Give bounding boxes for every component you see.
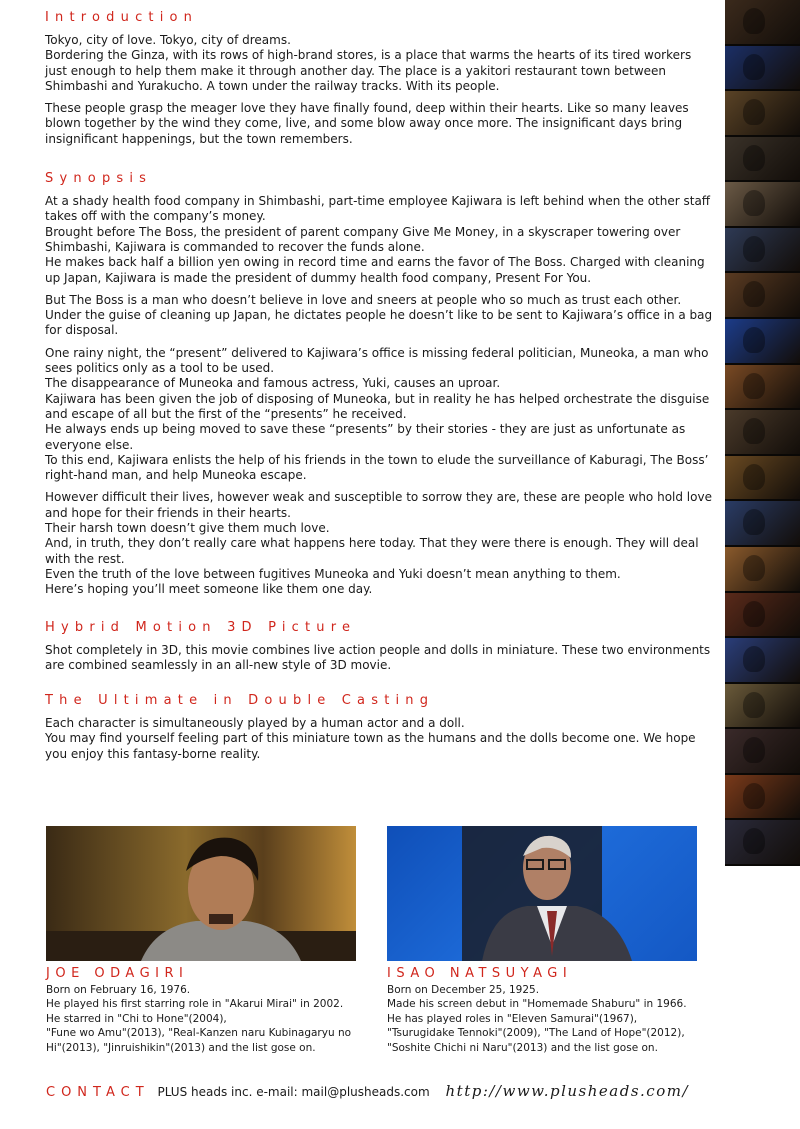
joe-odagiri-portrait [46,826,356,961]
main-content [45,10,713,778]
text-line: Brought before The Boss, the president of parent company Give Me Money, in a skyscraper towering over Shimbashi, Kajiwara is commanded to recover the funds alone. [45,224,681,254]
synopsis-paragraph-1 [45,194,713,286]
double-casting-paragraph [45,716,713,762]
joe-odagiri-photo [46,826,356,961]
synopsis-paragraph-3 [45,346,713,484]
film-frame [725,137,800,183]
contact-email[interactable]: PLUS heads inc. e-mail: mail@plusheads.com [157,1085,430,1099]
bio-line: "Soshite Chichi ni Naru"(2013) and the list gose on. [387,1041,658,1054]
isao-natsuyagi-portrait [387,826,697,961]
film-frame [725,365,800,411]
cast-card-isao-natsuyagi [387,826,699,1055]
contact-label: CONTACT [46,1085,150,1100]
film-frame [725,729,800,775]
hybrid-motion-paragraph: Shot completely in 3D, this movie combines live action people and dolls in miniature. These two environments are combined seamlessly in an all-new style of 3D movie. [45,642,711,672]
text-line: Their harsh town doesn’t give them much love. [45,521,330,536]
film-frame [725,273,800,319]
text-line: However difficult their lives, however weak and susceptible to sorrow they are, these are people who hold love and hope for their friends in their hearts. [45,490,712,520]
film-frame [725,91,800,137]
bio-line: Born on February 16, 1976. [46,984,191,996]
film-frame [725,501,800,547]
contact-footer [46,1082,689,1100]
text-line: Kajiwara has been given the job of disposing of Muneoka, but in reality he has helped orchestrate the disguise and escape of all but the first of the “presents” he received. [45,391,710,421]
film-frame [725,820,800,866]
bio-line: "Tsurugidake Tennoki"(2009), "The Land of Hope"(2012), [387,1027,685,1040]
bio-line: Born on December 25, 1925. [387,984,540,996]
film-frame [725,228,800,274]
film-frame [725,775,800,821]
bio-line: "Fune wo Amu"(2013), "Real-Kanzen naru Kubinagaryu no Hi"(2013), "Jinruishikin"(2013) and the list gose on. [46,1027,352,1054]
cast-bio [387,983,699,1055]
text-line: One rainy night, the “present” delivered to Kajiwara’s office is missing federal politician, Muneoka, a man who sees politics only as a tool to be used. [45,345,709,376]
film-frame [725,0,800,46]
bio-line: Made his screen debut in "Homemade Shaburu" in 1966. [387,998,687,1011]
film-frame [725,319,800,365]
text-line: The disappearance of Muneoka and famous actress, Yuki, causes an uproar. [45,376,501,391]
isao-natsuyagi-photo [387,826,697,961]
text-line: Even the truth of the love between fugitives Muneoka and Yuki doesn’t mean anything to them. [45,566,621,581]
bio-line: He has played roles in "Eleven Samurai"(1967), [387,1012,638,1025]
introduction-paragraph-1 [45,33,713,94]
text-line: At a shady health food company in Shimbashi, part-time employee Kajiwara is left behind when the other staff takes off with the company’s money. [45,194,711,224]
film-frame [725,638,800,684]
cast-bio [46,983,358,1055]
text-line: To this end, Kajiwara enlists the help of his friends in the town to elude the surveillance of Kaburagi, The Boss’ right-hand man, and help Muneoka escape. [45,452,709,483]
text-line: Bordering the Ginza, with its rows of high-brand stores, is a place that warms the hearts of its tired workers just enough to help them make it through another day. The place is a yakitori restaurant town between Shimbashi and Yurakucho. A town under the railway tracks. With its people. [45,48,692,93]
text-line: Here’s hoping you’ll meet someone like them one day. [45,582,373,597]
introduction-section [45,10,713,147]
synopsis-paragraph-2: But The Boss is a man who doesn’t believe in love and sneers at people who so much as trust each other. Under the guise of cleaning up Japan, he dictates people he doesn’t like to be sent to Kajiwara’s office in a bag for disposal. [45,292,713,338]
cast-name: JOE ODAGIRI [46,966,189,981]
synopsis-heading: Synopsis [45,171,153,187]
cast-card-joe-odagiri [46,826,358,1055]
film-frame [725,182,800,228]
film-strip [725,0,800,866]
hybrid-motion-heading: Hybrid Motion 3D Picture [45,619,357,635]
double-casting-heading: The Ultimate in Double Casting [45,693,435,709]
hybrid-motion-section [45,620,713,674]
film-frame [725,410,800,456]
film-frame [725,684,800,730]
text-line: He makes back half a billion yen owing in record time and earns the favor of The Boss. Charged with cleaning up Japan, Kajiwara is made the president of dummy health food company, Present For You. [45,255,705,285]
introduction-paragraph-2: These people grasp the meager love they have finally found, deep within their hearts. Like so many leaves blown together by the wind they come, live, and some blow away once more. The insignificant days bring insignificant happenings, but the town remembers. [45,101,689,146]
text-line: He always ends up being moved to save these “presents” by their stories - they are just as unfortunate as everyone else. [45,422,686,452]
website-link[interactable]: http://www.plusheads.com/ [445,1082,690,1100]
film-frame [725,593,800,639]
film-frame [725,547,800,593]
cast-name: ISAO NATSUYAGI [387,966,573,981]
synopsis-section [45,171,713,597]
text-line: Tokyo, city of love. Tokyo, city of dreams. [45,33,291,47]
text-line: You may find yourself feeling part of this miniature town as the humans and the dolls become one. We hope you enjoy this fantasy-borne reality. [45,731,696,761]
film-frame [725,456,800,502]
bio-line: He played his first starring role in "Akarui Mirai" in 2002. He starred in "Chi to Hone"(2004), [46,998,344,1025]
double-casting-section [45,693,713,762]
introduction-heading: Introduction [45,10,199,25]
text-line: Each character is simultaneously played by a human actor and a doll. [45,716,465,731]
synopsis-paragraph-4 [45,490,713,597]
text-line: And, in truth, they don’t really care what happens here today. That they were there is enough. They will deal with the rest. [45,536,699,566]
film-frame [725,46,800,92]
